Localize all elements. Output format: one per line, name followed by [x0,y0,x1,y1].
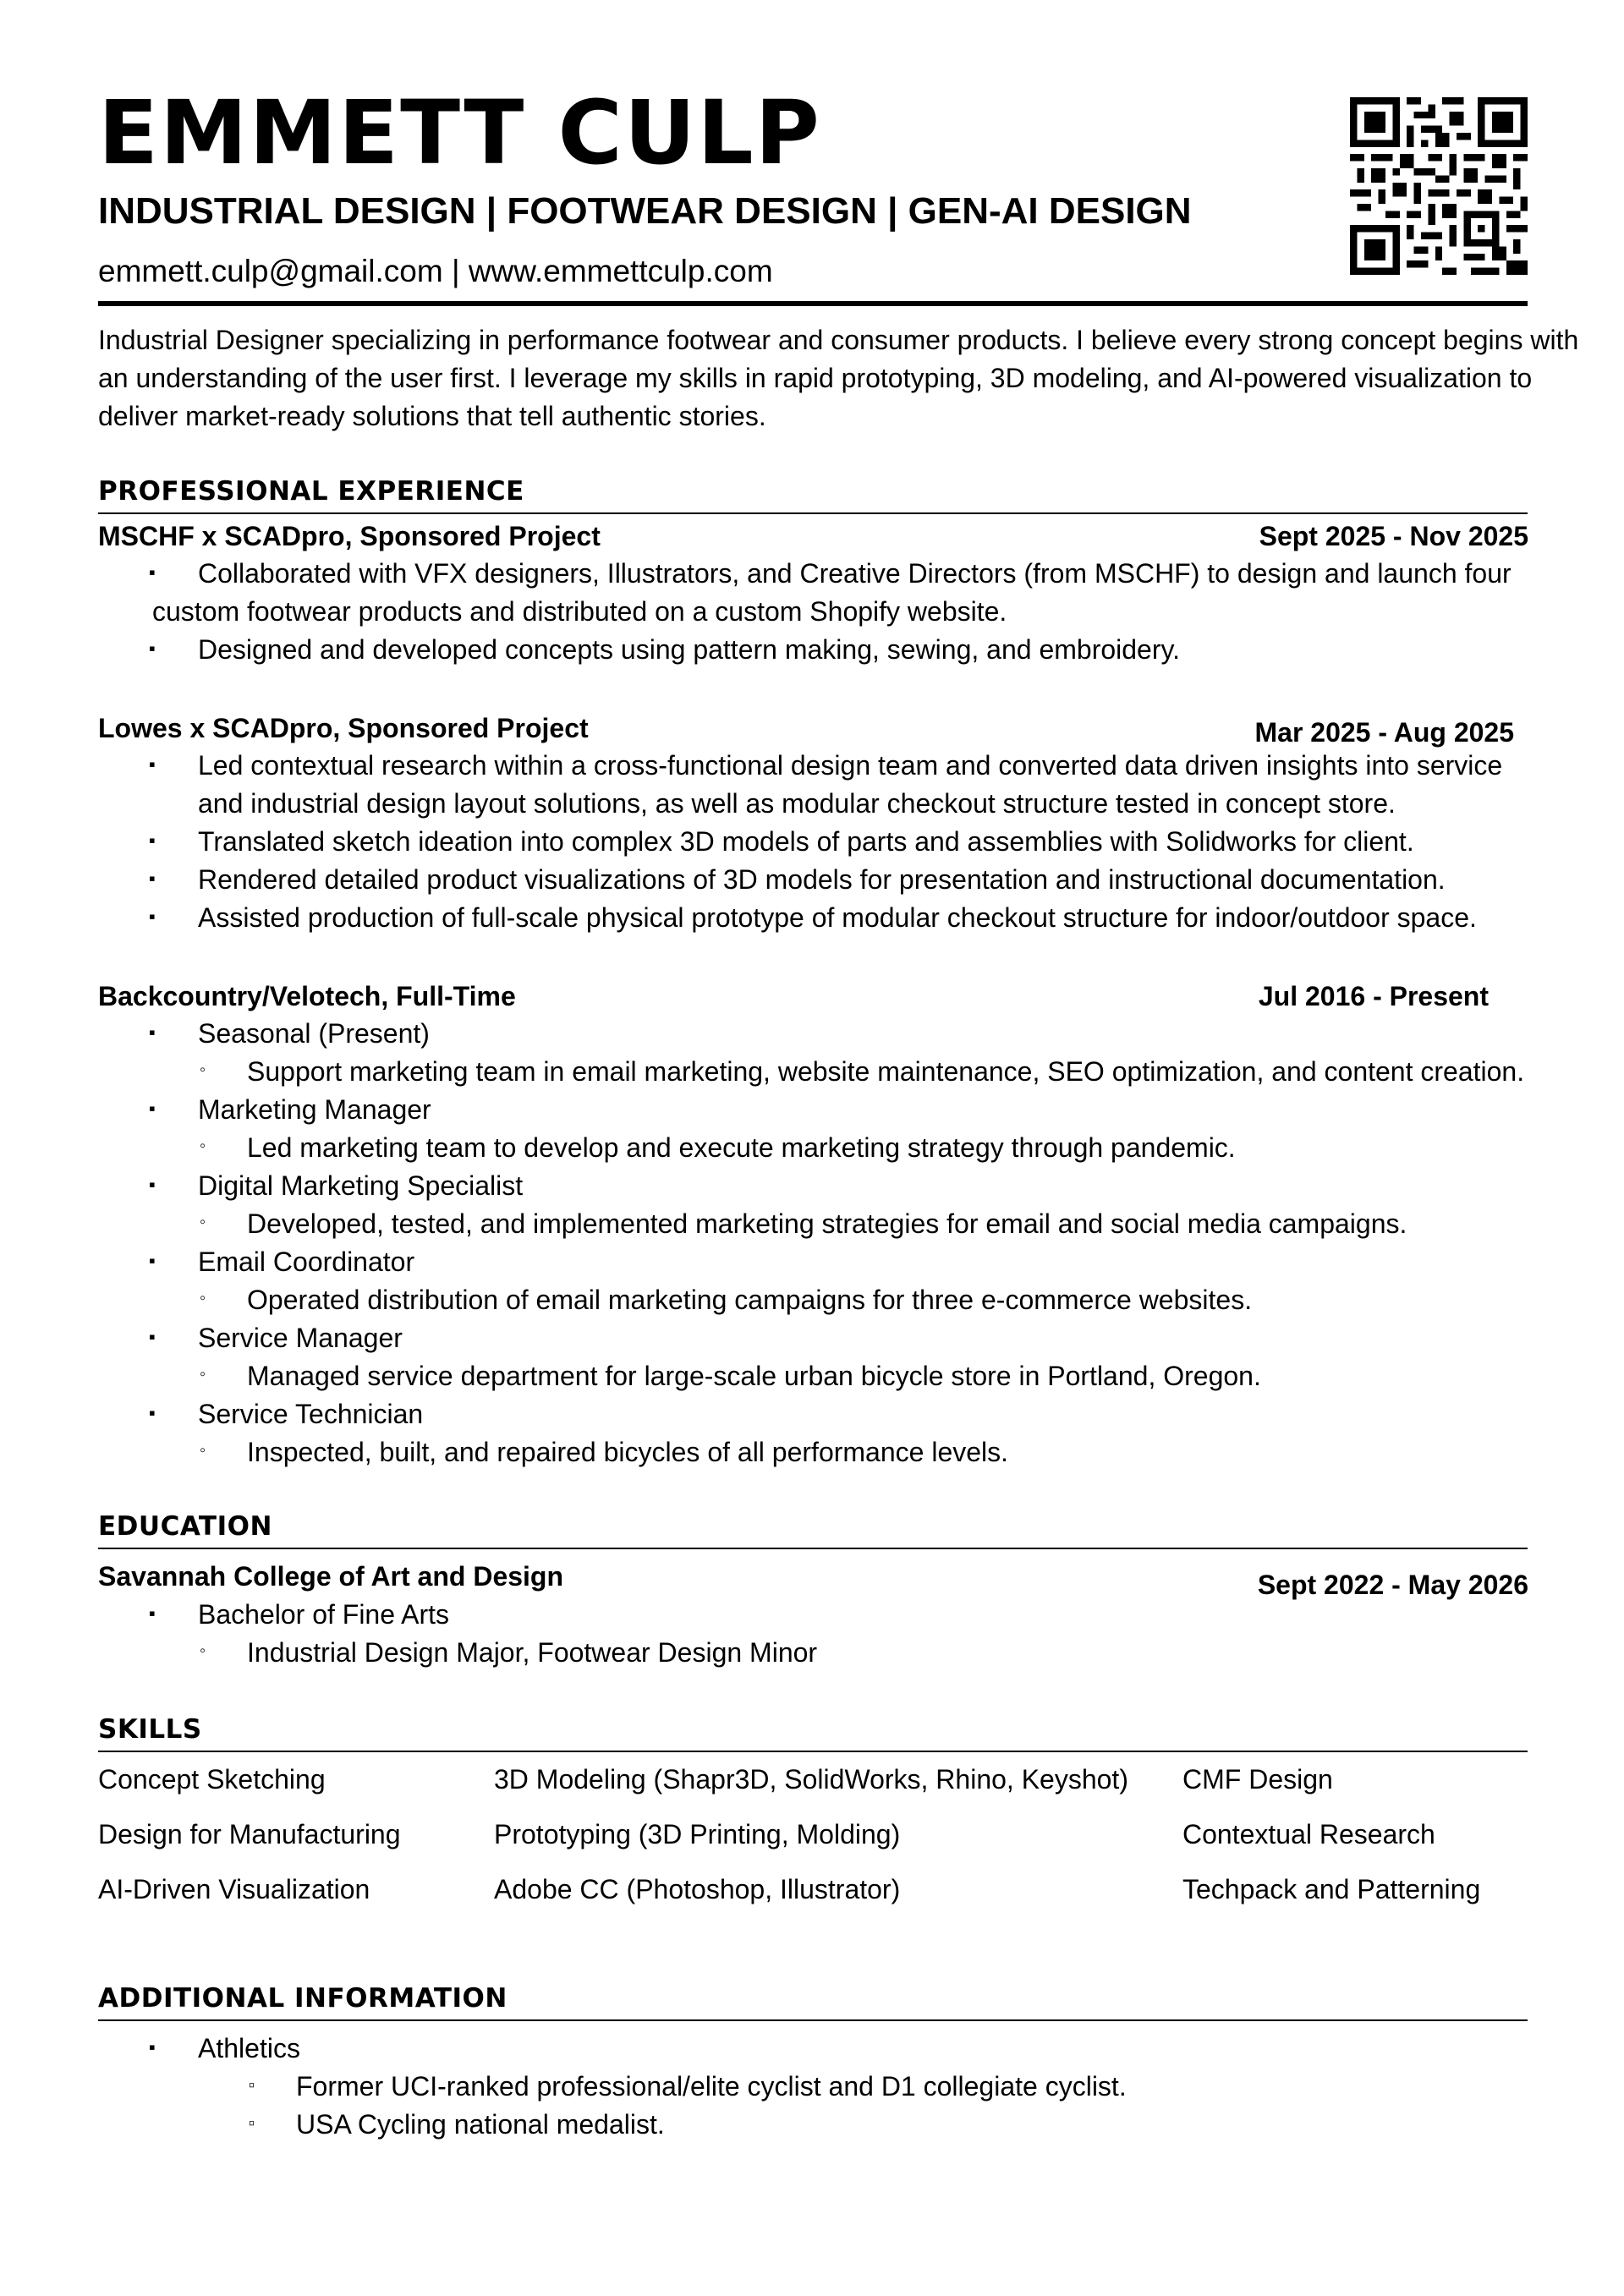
skill-item: 3D Modeling (Shapr3D, SolidWorks, Rhino, Keyshot) [494,1764,1128,1795]
square-bullet-icon: ▫ [249,2114,255,2133]
job-bullet: Led contextual research within a cross-functional design team and converted data driven insights into service [198,750,1503,781]
skill-item: Contextual Research [1182,1819,1435,1849]
job-title: Backcountry/Velotech, Full-Time [98,981,516,1011]
skill-item: Adobe CC (Photoshop, Illustrator) [494,1874,901,1904]
additional-item: Former UCI-ranked professional/elite cyclist and D1 collegiate cyclist. [296,2071,1127,2101]
contact-line: emmett.culp@gmail.com | www.emmettculp.com [98,254,773,288]
school-name: Savannah College of Art and Design [98,1561,564,1592]
bullet-icon: ▪ [149,1326,156,1347]
role-title: Service Technician [198,1399,424,1429]
section-title-additional: ADDITIONAL INFORMATION [98,1983,508,2014]
role-title: Digital Marketing Specialist [198,1170,524,1201]
bullet-icon: ▪ [149,562,156,583]
professional-summary: Industrial Designer specializing in performance footwear and consumer products. I believe every strong concept begins with an understanding of the user first. I leverage my skills in rapid prototyping, 3D modeling, and AI-powered visualization to deliver market-ready solutions that tell authentic stories. [98,325,1579,431]
sub-bullet-icon: ◦ [200,1441,206,1460]
sub-bullet-icon: ◦ [200,1289,206,1307]
bullet-icon: ▪ [149,1022,156,1043]
job-bullet: Designed and developed concepts using pattern making, sewing, and embroidery. [198,634,1181,665]
job-bullet-continuation: and industrial design layout solutions, as well as modular checkout structure tested in concept store. [198,788,1396,819]
section-title-skills: SKILLS [98,1714,202,1745]
role-detail: Led marketing team to develop and execute marketing strategy through pandemic. [247,1132,1236,1163]
job-title: Lowes x SCADpro, Sponsored Project [98,713,589,743]
education-dates: Sept 2022 - May 2026 [1257,1570,1528,1600]
job-dates: Jul 2016 - Present [1258,981,1489,1011]
sub-bullet-icon: ◦ [200,1365,206,1384]
role-title: Seasonal (Present) [198,1018,430,1049]
bullet-icon: ▪ [149,868,156,889]
job-bullet: Translated sketch ideation into complex 3D models of parts and assemblies with Solidworks for client. [198,826,1414,857]
role-detail: Support marketing team in email marketing, website maintenance, SEO optimization, and content creation. [247,1056,1525,1087]
bullet-icon: ▪ [149,1174,156,1195]
role-detail: Managed service department for large-scale urban bicycle store in Portland, Oregon. [247,1361,1261,1391]
section-divider [98,512,1528,514]
bullet-icon: ▪ [149,638,156,659]
bullet-icon: ▪ [149,1402,156,1423]
role-detail: Developed, tested, and implemented marketing strategies for email and social media campaigns. [247,1208,1407,1239]
job-bullet: Rendered detailed product visualizations of 3D models for presentation and instructional documentation. [198,864,1446,895]
role-detail: Inspected, built, and repaired bicycles of all performance levels. [247,1437,1009,1467]
additional-item: USA Cycling national medalist. [296,2109,665,2140]
job-title: MSCHF x SCADpro, Sponsored Project [98,521,601,551]
sub-bullet-icon: ◦ [200,1137,206,1155]
skill-item: CMF Design [1182,1764,1333,1795]
role-title: Marketing Manager [198,1094,431,1125]
job-bullet-continuation: custom footwear products and distributed on a custom Shopify website. [152,596,1007,627]
skill-item: Techpack and Patterning [1182,1874,1481,1904]
sub-bullet-icon: ◦ [200,1213,206,1231]
section-title-experience: PROFESSIONAL EXPERIENCE [98,476,524,507]
square-bullet-icon: ▫ [249,2076,255,2095]
section-divider [98,1751,1528,1752]
section-divider [98,1548,1528,1549]
role-title: Email Coordinator [198,1247,415,1277]
skill-item: Concept Sketching [98,1764,326,1795]
bullet-icon: ▪ [149,1250,156,1271]
job-bullet: Collaborated with VFX designers, Illustrators, and Creative Directors (from MSCHF) to design and launch four [198,558,1512,589]
bullet-icon: ▪ [149,1603,156,1624]
major-minor: Industrial Design Major, Footwear Design Minor [247,1637,818,1668]
candidate-subtitle: INDUSTRIAL DESIGN | FOOTWEAR DESIGN | GEN-AI DESIGN [98,190,1192,232]
sub-bullet-icon: ◦ [200,1641,206,1660]
qr-code-icon [1350,97,1528,275]
bullet-icon: ▪ [149,830,156,851]
job-dates: Mar 2025 - Aug 2025 [1254,717,1514,748]
bullet-icon: ▪ [149,906,156,927]
section-title-education: EDUCATION [98,1511,272,1542]
candidate-name: EMMETT CULP [98,81,821,184]
skill-item: Prototyping (3D Printing, Molding) [494,1819,901,1849]
bullet-icon: ▪ [149,1098,156,1119]
bullet-icon: ▪ [149,2036,156,2058]
section-divider [98,2019,1528,2021]
sub-bullet-icon: ◦ [200,1060,206,1079]
header-divider [98,301,1528,306]
skill-item: AI-Driven Visualization [98,1874,370,1904]
job-dates: Sept 2025 - Nov 2025 [1259,521,1528,551]
skill-item: Design for Manufacturing [98,1819,401,1849]
job-bullet: Assisted production of full-scale physical prototype of modular checkout structure for indoor/outdoor space. [198,902,1477,933]
bullet-icon: ▪ [149,753,156,775]
degree: Bachelor of Fine Arts [198,1599,450,1630]
role-detail: Operated distribution of email marketing campaigns for three e-commerce websites. [247,1285,1253,1315]
additional-category: Athletics [198,2033,300,2063]
role-title: Service Manager [198,1323,403,1353]
